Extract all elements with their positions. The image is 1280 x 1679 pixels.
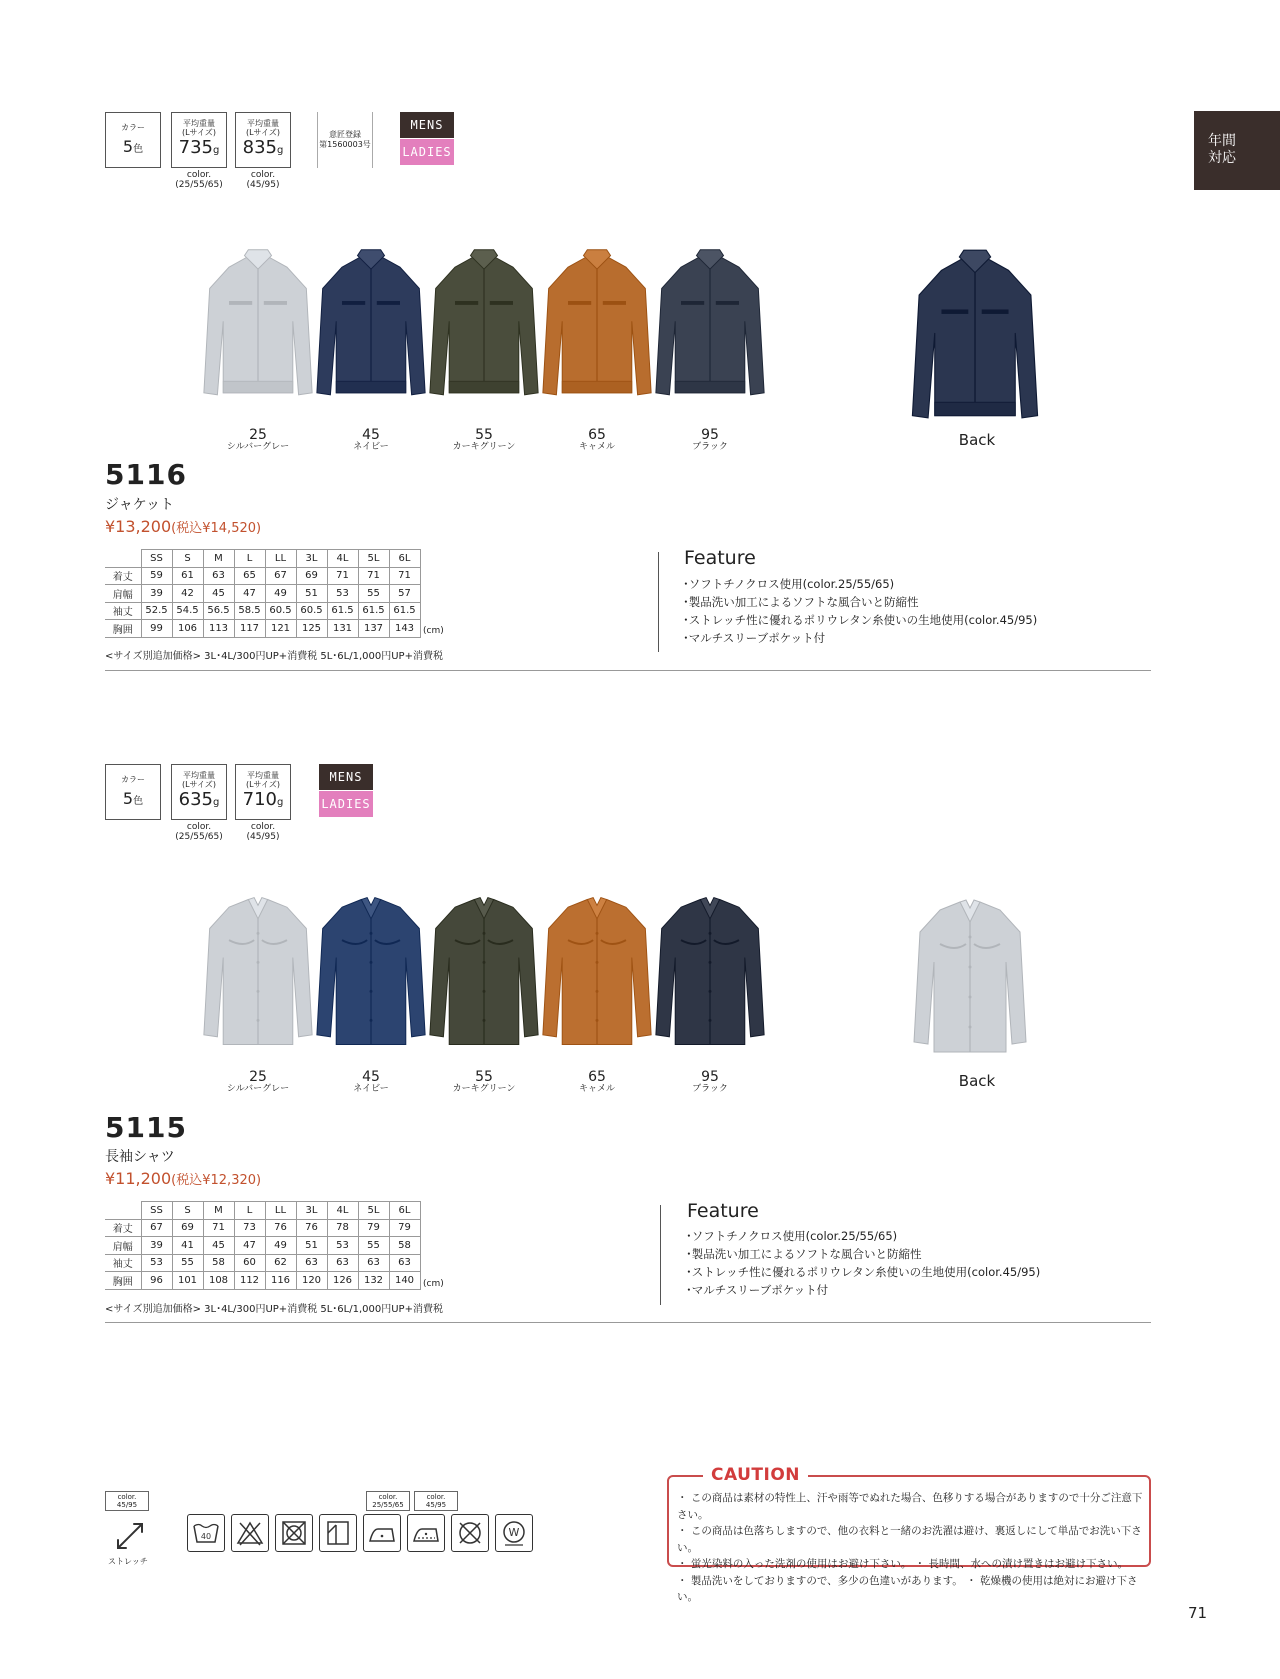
weight-color-label: color. — [186, 170, 212, 180]
variant-number: 55 — [475, 427, 493, 443]
table-row — [105, 567, 420, 585]
table-cell: 54.5 — [172, 602, 203, 620]
weight-label: 平均重量 — [183, 771, 215, 780]
product-name: ジャケット — [105, 497, 175, 513]
weight-color-list: (45/95) — [246, 180, 280, 190]
size-unit: (cm) — [423, 1279, 444, 1289]
design-registration — [317, 112, 373, 168]
weight-label: 平均重量 — [247, 119, 279, 128]
weight-value: 735 — [178, 137, 213, 158]
table-cell: 49 — [265, 1237, 296, 1255]
table-cell: L — [234, 1202, 265, 1220]
garment-image — [652, 886, 768, 1058]
tag-line: color. — [378, 1493, 398, 1501]
table-cell: S — [172, 1202, 203, 1220]
table-cell: 143 — [389, 620, 420, 638]
caution-item: ・ この商品は色落ちしますので、他の衣料と一緒のお洗濯は避け、裏返しにして単品でお洗い下さい。 — [677, 1525, 1142, 1554]
table-cell: 袖丈 — [105, 602, 141, 620]
table-cell: 45 — [203, 1237, 234, 1255]
feature-list — [683, 575, 1037, 647]
table-cell: 71 — [389, 567, 420, 585]
divider — [658, 552, 659, 652]
table-cell: 3L — [296, 1202, 327, 1220]
table-cell: 着丈 — [105, 567, 141, 585]
table-cell: 5L — [358, 550, 389, 568]
weight-value: 710 — [242, 789, 277, 810]
size-table — [105, 549, 421, 638]
garment-image — [426, 886, 542, 1058]
variant-25 — [200, 886, 316, 1095]
variant-name: カーキグリーン — [452, 442, 516, 452]
table-cell: 53 — [327, 585, 358, 603]
ladies-badge: LADIES — [319, 791, 373, 817]
wet-clean-icon — [495, 1514, 533, 1552]
garment-image — [426, 244, 542, 416]
variant-45 — [313, 244, 429, 453]
variant-name: シルバーグレー — [226, 442, 290, 452]
back-label: Back — [958, 431, 996, 449]
weight-color-list: (25/55/65) — [175, 832, 223, 842]
table-cell: 132 — [358, 1272, 389, 1290]
table-cell: 61 — [172, 567, 203, 585]
variant-65 — [539, 244, 655, 453]
table-cell: 5L — [358, 1202, 389, 1220]
table-cell: 116 — [265, 1272, 296, 1290]
table-cell: 56.5 — [203, 602, 234, 620]
price-value: ¥13,200 — [105, 517, 172, 536]
weight-color-list: (45/95) — [246, 832, 280, 842]
back-view-5115 — [905, 892, 1035, 1062]
table-cell: S — [172, 550, 203, 568]
variant-65 — [539, 886, 655, 1095]
iron-medium-icon — [407, 1514, 445, 1552]
color-count-label: カラー — [121, 123, 145, 132]
table-cell: 55 — [358, 1237, 389, 1255]
table-cell: 41 — [172, 1237, 203, 1255]
table-cell: 76 — [296, 1219, 327, 1237]
table-cell: 着丈 — [105, 1219, 141, 1237]
variant-label — [434, 1070, 534, 1095]
variant-name: キャメル — [578, 1084, 615, 1094]
mens-badge: MENS — [319, 764, 373, 790]
table-cell: 胸囲 — [105, 1272, 141, 1290]
variant-name: シルバーグレー — [226, 1084, 290, 1094]
weight-color-label: color. — [186, 822, 212, 832]
design-reg-label: 意匠登録 — [329, 130, 361, 139]
feature-item: ･ソフトチノクロス使用(color.25/55/65) — [683, 577, 895, 591]
wash-40-icon — [187, 1514, 225, 1552]
table-cell: M — [203, 550, 234, 568]
table-cell: 65 — [234, 567, 265, 585]
table-cell: 101 — [172, 1272, 203, 1290]
garment-image — [539, 886, 655, 1058]
table-cell: 137 — [358, 620, 389, 638]
variant-name: キャメル — [578, 442, 615, 452]
table-cell: 125 — [296, 620, 327, 638]
variant-name: カーキグリーン — [452, 1084, 516, 1094]
caution-item: ・ 製品洗いをしておりますので、多少の色違いがあります。 ・ 乾燥機の使用は絶対にお避け下さい。 — [677, 1574, 1138, 1603]
price-tax: (税込¥12,320) — [171, 1173, 262, 1188]
table-cell: 113 — [203, 620, 234, 638]
table-cell: 73 — [234, 1219, 265, 1237]
weight-color-label: color. — [250, 170, 276, 180]
tag-line: color. — [426, 1493, 446, 1501]
table-cell: 61.5 — [358, 602, 389, 620]
table-cell: 61.5 — [389, 602, 420, 620]
table-cell: 4L — [327, 1202, 358, 1220]
table-cell: L — [234, 550, 265, 568]
table-cell: 62 — [265, 1254, 296, 1272]
feature-item: ･製品洗い加工によるソフトな風合いと防縮性 — [683, 595, 919, 609]
weight-colors-2 — [235, 170, 291, 190]
feature-list — [686, 1227, 1040, 1299]
table-cell: 79 — [358, 1219, 389, 1237]
weight-box-2 — [235, 764, 291, 820]
variant-name: ネイビー — [353, 1084, 389, 1094]
table-cell: 71 — [203, 1219, 234, 1237]
variant-label — [321, 428, 421, 453]
care-color-tag — [414, 1491, 458, 1511]
feature-item: ･ストレッチ性に優れるポリウレタン糸使いの生地使用(color.45/95) — [683, 613, 1038, 627]
weight-value: 835 — [242, 137, 277, 158]
color-count-value: 5 — [122, 137, 134, 156]
variant-label — [321, 1070, 421, 1095]
stretch-color-tag — [105, 1491, 149, 1511]
variant-name: ブラック — [692, 1084, 728, 1094]
table-cell: M — [203, 1202, 234, 1220]
table-cell: 55 — [358, 585, 389, 603]
table-cell: 6L — [389, 550, 420, 568]
table-row — [105, 1272, 420, 1290]
table-cell: 58 — [203, 1254, 234, 1272]
feature-title: Feature — [684, 547, 756, 569]
table-cell: 45 — [203, 585, 234, 603]
weight-box-1 — [171, 112, 227, 168]
table-row — [105, 585, 420, 603]
weight-color-list: (25/55/65) — [175, 180, 223, 190]
caution-title: CAUTION — [703, 1465, 808, 1485]
variant-55 — [426, 886, 542, 1095]
variant-number: 25 — [249, 427, 267, 443]
add-price-note: <サイズ別追加価格> 3L･4L/300円UP+消費税 5L･6L/1,000円UP+消費税 — [105, 1304, 443, 1315]
table-cell: SS — [141, 1202, 172, 1220]
no-tumble-dry-icon — [275, 1514, 313, 1552]
size-unit: (cm) — [423, 626, 444, 636]
table-cell: 39 — [141, 1237, 172, 1255]
weight-box-2 — [235, 112, 291, 168]
product-name: 長袖シャツ — [105, 1149, 175, 1165]
table-cell: SS — [141, 550, 172, 568]
garment-image — [539, 244, 655, 416]
variant-number: 65 — [588, 1069, 606, 1085]
garment-image — [313, 886, 429, 1058]
weight-unit: g — [277, 797, 284, 808]
season-tab-line1: 年間 — [1208, 133, 1236, 149]
tag-line: 25/55/65 — [372, 1501, 404, 1509]
table-cell: 76 — [265, 1219, 296, 1237]
table-cell: 96 — [141, 1272, 172, 1290]
table-cell: 58 — [389, 1237, 420, 1255]
table-cell: 袖丈 — [105, 1254, 141, 1272]
weight-colors-2 — [235, 822, 291, 842]
garment-image — [652, 244, 768, 416]
feature-title: Feature — [687, 1200, 759, 1222]
variant-95 — [652, 244, 768, 453]
table-cell: 6L — [389, 1202, 420, 1220]
table-cell: 106 — [172, 620, 203, 638]
table-cell: 51 — [296, 1237, 327, 1255]
stretch-label: ストレッチ — [108, 1557, 148, 1566]
weight-value: 635 — [178, 789, 213, 810]
weight-size-label: (Lサイズ) — [181, 128, 217, 137]
table-cell: 4L — [327, 550, 358, 568]
line-dry-icon — [319, 1514, 357, 1552]
variant-number: 45 — [362, 427, 380, 443]
tag-line: 45/95 — [425, 1501, 447, 1509]
season-tab-line2: 対応 — [1208, 150, 1236, 166]
weight-unit: g — [213, 145, 220, 156]
table-cell: 55 — [172, 1254, 203, 1272]
ladies-badge: LADIES — [400, 139, 454, 165]
caution-box — [667, 1465, 1151, 1603]
section-divider — [105, 670, 1151, 671]
variant-label — [434, 428, 534, 453]
variant-label — [208, 428, 308, 453]
variant-25 — [200, 244, 316, 453]
feature-item: ･ソフトチノクロス使用(color.25/55/65) — [686, 1229, 898, 1243]
variant-label — [547, 1070, 647, 1095]
table-cell: 63 — [203, 567, 234, 585]
color-count-unit: 色 — [133, 144, 144, 155]
table-cell: 61.5 — [327, 602, 358, 620]
back-shirt-image — [905, 892, 1035, 1062]
table-cell: 肩幅 — [105, 585, 141, 603]
table-cell: 39 — [141, 585, 172, 603]
table-cell — [105, 1202, 141, 1220]
back-label: Back — [958, 1072, 996, 1090]
table-cell: 67 — [265, 567, 296, 585]
table-cell: 49 — [265, 585, 296, 603]
table-cell: 53 — [141, 1254, 172, 1272]
table-cell: 63 — [327, 1254, 358, 1272]
table-cell: 60.5 — [296, 602, 327, 620]
divider — [660, 1205, 661, 1305]
variant-name: ブラック — [692, 442, 728, 452]
variant-number: 95 — [701, 1069, 719, 1085]
back-jacket-image — [900, 248, 1050, 438]
table-cell: LL — [265, 1202, 296, 1220]
table-cell: 胸囲 — [105, 620, 141, 638]
table-cell: 108 — [203, 1272, 234, 1290]
price-value: ¥11,200 — [105, 1169, 172, 1188]
table-cell: 126 — [327, 1272, 358, 1290]
price-tax: (税込¥14,520) — [171, 521, 262, 536]
feature-item: ･マルチスリーブポケット付 — [683, 631, 826, 645]
color-count-unit: 色 — [133, 796, 144, 807]
iron-low-icon — [363, 1514, 401, 1552]
design-reg-number: 第1560003号 — [319, 140, 371, 149]
tag-line: 45/95 — [116, 1501, 138, 1509]
table-cell: 79 — [389, 1219, 420, 1237]
table-row — [105, 550, 420, 568]
table-row — [105, 1202, 420, 1220]
price — [105, 1169, 261, 1188]
variant-label — [660, 1070, 760, 1095]
table-row — [105, 1219, 420, 1237]
garment-image — [200, 244, 316, 416]
weight-box-1 — [171, 764, 227, 820]
table-cell: 58.5 — [234, 602, 265, 620]
table-cell: 肩幅 — [105, 1237, 141, 1255]
variant-45 — [313, 886, 429, 1095]
wash-temp: 40 — [200, 1532, 212, 1541]
variant-95 — [652, 886, 768, 1095]
table-cell: 71 — [358, 567, 389, 585]
feature-item: ･マルチスリーブポケット付 — [686, 1283, 829, 1297]
color-count-box — [105, 764, 161, 820]
weight-unit: g — [213, 797, 220, 808]
weight-size-label: (Lサイズ) — [245, 780, 281, 789]
table-cell: 140 — [389, 1272, 420, 1290]
table-cell: 131 — [327, 620, 358, 638]
variant-label — [208, 1070, 308, 1095]
mens-badge: MENS — [400, 112, 454, 138]
table-cell: 63 — [296, 1254, 327, 1272]
garment-image — [313, 244, 429, 416]
table-cell: 120 — [296, 1272, 327, 1290]
table-cell: 121 — [265, 620, 296, 638]
table-cell: 60 — [234, 1254, 265, 1272]
back-view-5116 — [900, 248, 1050, 438]
table-cell: 47 — [234, 585, 265, 603]
weight-colors-1 — [171, 170, 227, 190]
color-count-label: カラー — [121, 775, 145, 784]
table-cell — [105, 550, 141, 568]
page-number: 71 — [1188, 1604, 1208, 1622]
price — [105, 517, 261, 536]
feature-item: ･製品洗い加工によるソフトな風合いと防縮性 — [686, 1247, 922, 1261]
caution-item: ・ この商品は素材の特性上、汗や雨等でぬれた場合、色移りする場合がありますので十分ご注意下さい。 — [677, 1492, 1143, 1521]
svg-text:W: W — [508, 1526, 520, 1539]
table-cell: 42 — [172, 585, 203, 603]
color-count-box — [105, 112, 161, 168]
table-cell: 53 — [327, 1237, 358, 1255]
section-divider — [105, 1322, 1151, 1323]
table-cell: 63 — [358, 1254, 389, 1272]
table-cell: 51 — [296, 585, 327, 603]
model-number: 5116 — [105, 458, 187, 491]
variant-number: 25 — [249, 1069, 267, 1085]
table-cell: 78 — [327, 1219, 358, 1237]
weight-size-label: (Lサイズ) — [181, 780, 217, 789]
table-cell: 71 — [327, 567, 358, 585]
table-cell: 117 — [234, 620, 265, 638]
table-cell: 67 — [141, 1219, 172, 1237]
weight-colors-1 — [171, 822, 227, 842]
table-cell: 63 — [389, 1254, 420, 1272]
table-cell: 69 — [172, 1219, 203, 1237]
variant-number: 65 — [588, 427, 606, 443]
table-row — [105, 1254, 420, 1272]
table-row — [105, 620, 420, 638]
tag-line: color. — [117, 1493, 137, 1501]
weight-color-label: color. — [250, 822, 276, 832]
table-cell: 3L — [296, 550, 327, 568]
variant-number: 95 — [701, 427, 719, 443]
color-count-value: 5 — [122, 789, 134, 808]
variant-name: ネイビー — [353, 442, 389, 452]
table-cell: 52.5 — [141, 602, 172, 620]
variant-number: 45 — [362, 1069, 380, 1085]
table-row — [105, 1237, 420, 1255]
weight-label: 平均重量 — [247, 771, 279, 780]
model-number: 5115 — [105, 1111, 187, 1144]
table-cell: 99 — [141, 620, 172, 638]
weight-size-label: (Lサイズ) — [245, 128, 281, 137]
feature-item: ･ストレッチ性に優れるポリウレタン糸使いの生地使用(color.45/95) — [686, 1265, 1041, 1279]
care-symbols — [187, 1514, 533, 1552]
table-cell: 69 — [296, 567, 327, 585]
table-cell: 60.5 — [265, 602, 296, 620]
variant-label — [660, 428, 760, 453]
variant-55 — [426, 244, 542, 453]
season-tab — [1194, 111, 1280, 190]
variant-label — [547, 428, 647, 453]
variant-number: 55 — [475, 1069, 493, 1085]
table-cell: LL — [265, 550, 296, 568]
add-price-note: <サイズ別追加価格> 3L･4L/300円UP+消費税 5L･6L/1,000円UP+消費税 — [105, 651, 443, 662]
table-cell: 112 — [234, 1272, 265, 1290]
caution-list — [677, 1490, 1149, 1606]
caution-item: ・ 蛍光染料の入った洗剤の使用はお避け下さい。 ・ 長時間、水への漬け置きはお避け下さい。 — [677, 1558, 1129, 1570]
table-cell: 59 — [141, 567, 172, 585]
no-dry-clean-icon — [451, 1514, 489, 1552]
stretch-icon — [112, 1518, 148, 1554]
weight-unit: g — [277, 145, 284, 156]
table-row — [105, 602, 420, 620]
garment-image — [200, 886, 316, 1058]
table-cell: 57 — [389, 585, 420, 603]
no-bleach-icon — [231, 1514, 269, 1552]
size-table — [105, 1201, 421, 1290]
table-cell: 47 — [234, 1237, 265, 1255]
weight-label: 平均重量 — [183, 119, 215, 128]
care-color-tag — [366, 1491, 410, 1511]
